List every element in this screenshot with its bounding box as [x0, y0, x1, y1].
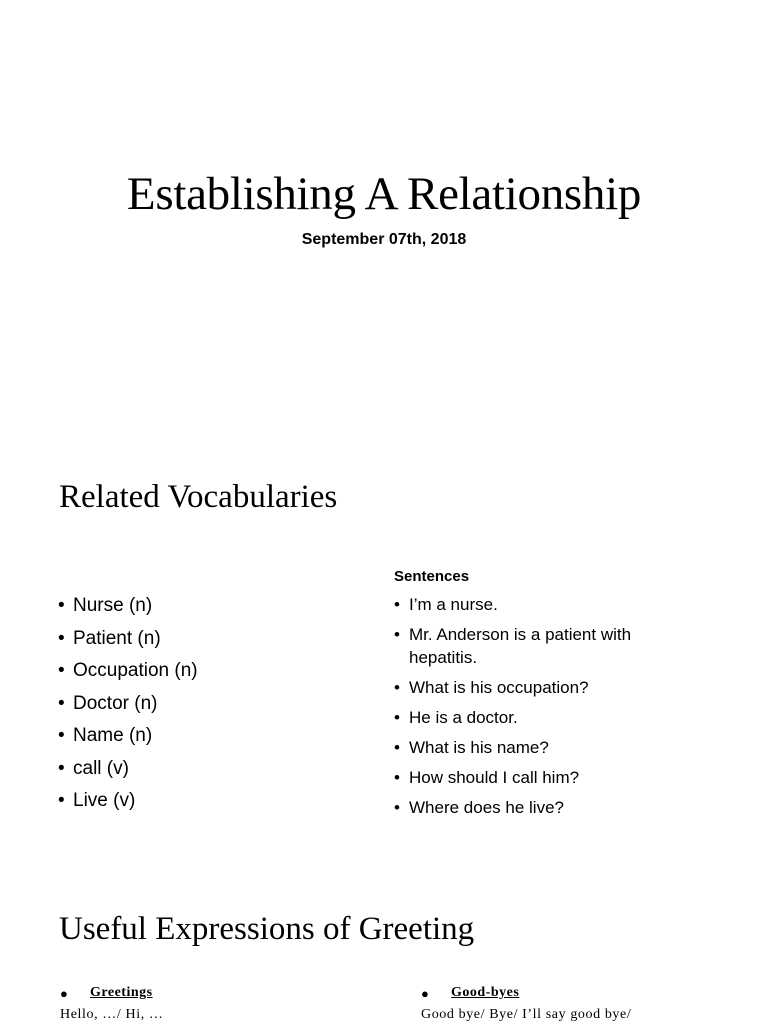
- bullet-icon: •: [58, 595, 65, 616]
- slide-title: Establishing A Relationship: [126, 168, 642, 220]
- bullet-icon: •: [58, 790, 65, 811]
- bullet-icon: •: [394, 595, 400, 614]
- sentences-list: [394, 593, 694, 826]
- greetings-text: Hello, …/ Hi, …: [60, 1007, 164, 1022]
- bullet-icon: •: [58, 692, 65, 714]
- list-item: • Live (v): [58, 790, 136, 811]
- list-item: • What is his name?: [394, 738, 549, 757]
- bullet-icon: •: [394, 708, 400, 727]
- bullet-icon: •: [394, 768, 400, 787]
- bullet-icon: •: [394, 678, 400, 697]
- list-item: • Mr. Anderson is a patient with hepatitis.: [394, 625, 632, 667]
- slide-date: September 07th, 2018: [301, 231, 467, 248]
- greetings-heading: Greetings: [90, 985, 153, 1000]
- list-item: • Nurse (n): [58, 595, 153, 616]
- list-item: • What is his occupation?: [394, 678, 589, 697]
- bullet-icon: •: [58, 757, 65, 779]
- bullet-icon: •: [394, 798, 400, 817]
- bullet-icon: •: [58, 627, 65, 649]
- list-item: • How should I call him?: [394, 768, 580, 787]
- list-item: • He is a doctor.: [394, 708, 518, 727]
- greeting-heading: Useful Expressions of Greeting: [59, 911, 475, 947]
- list-item: • Doctor (n): [58, 692, 158, 714]
- bullet-icon: •: [394, 738, 400, 757]
- bullet-icon: •: [58, 660, 65, 681]
- goodbyes-text: Good bye/ Bye/ I’ll say good bye/: [421, 1007, 632, 1022]
- list-item: • Patient (n): [58, 627, 161, 649]
- vocabulary-list: [58, 595, 198, 823]
- list-item: • I’m a nurse.: [394, 595, 498, 614]
- bullet-icon: •: [394, 625, 400, 644]
- list-item: • Name (n): [58, 725, 153, 746]
- sentences-heading: Sentences: [394, 568, 470, 585]
- list-item: • Occupation (n): [58, 660, 198, 681]
- bullet-icon: ●: [60, 986, 68, 1001]
- bullet-icon: •: [58, 725, 65, 746]
- bullet-icon: ●: [421, 986, 429, 1001]
- vocabulary-heading: Related Vocabularies: [59, 479, 338, 515]
- list-item: • Where does he live?: [394, 798, 564, 817]
- list-item: • call (v): [58, 757, 129, 779]
- goodbyes-heading: Good-byes: [451, 985, 520, 1000]
